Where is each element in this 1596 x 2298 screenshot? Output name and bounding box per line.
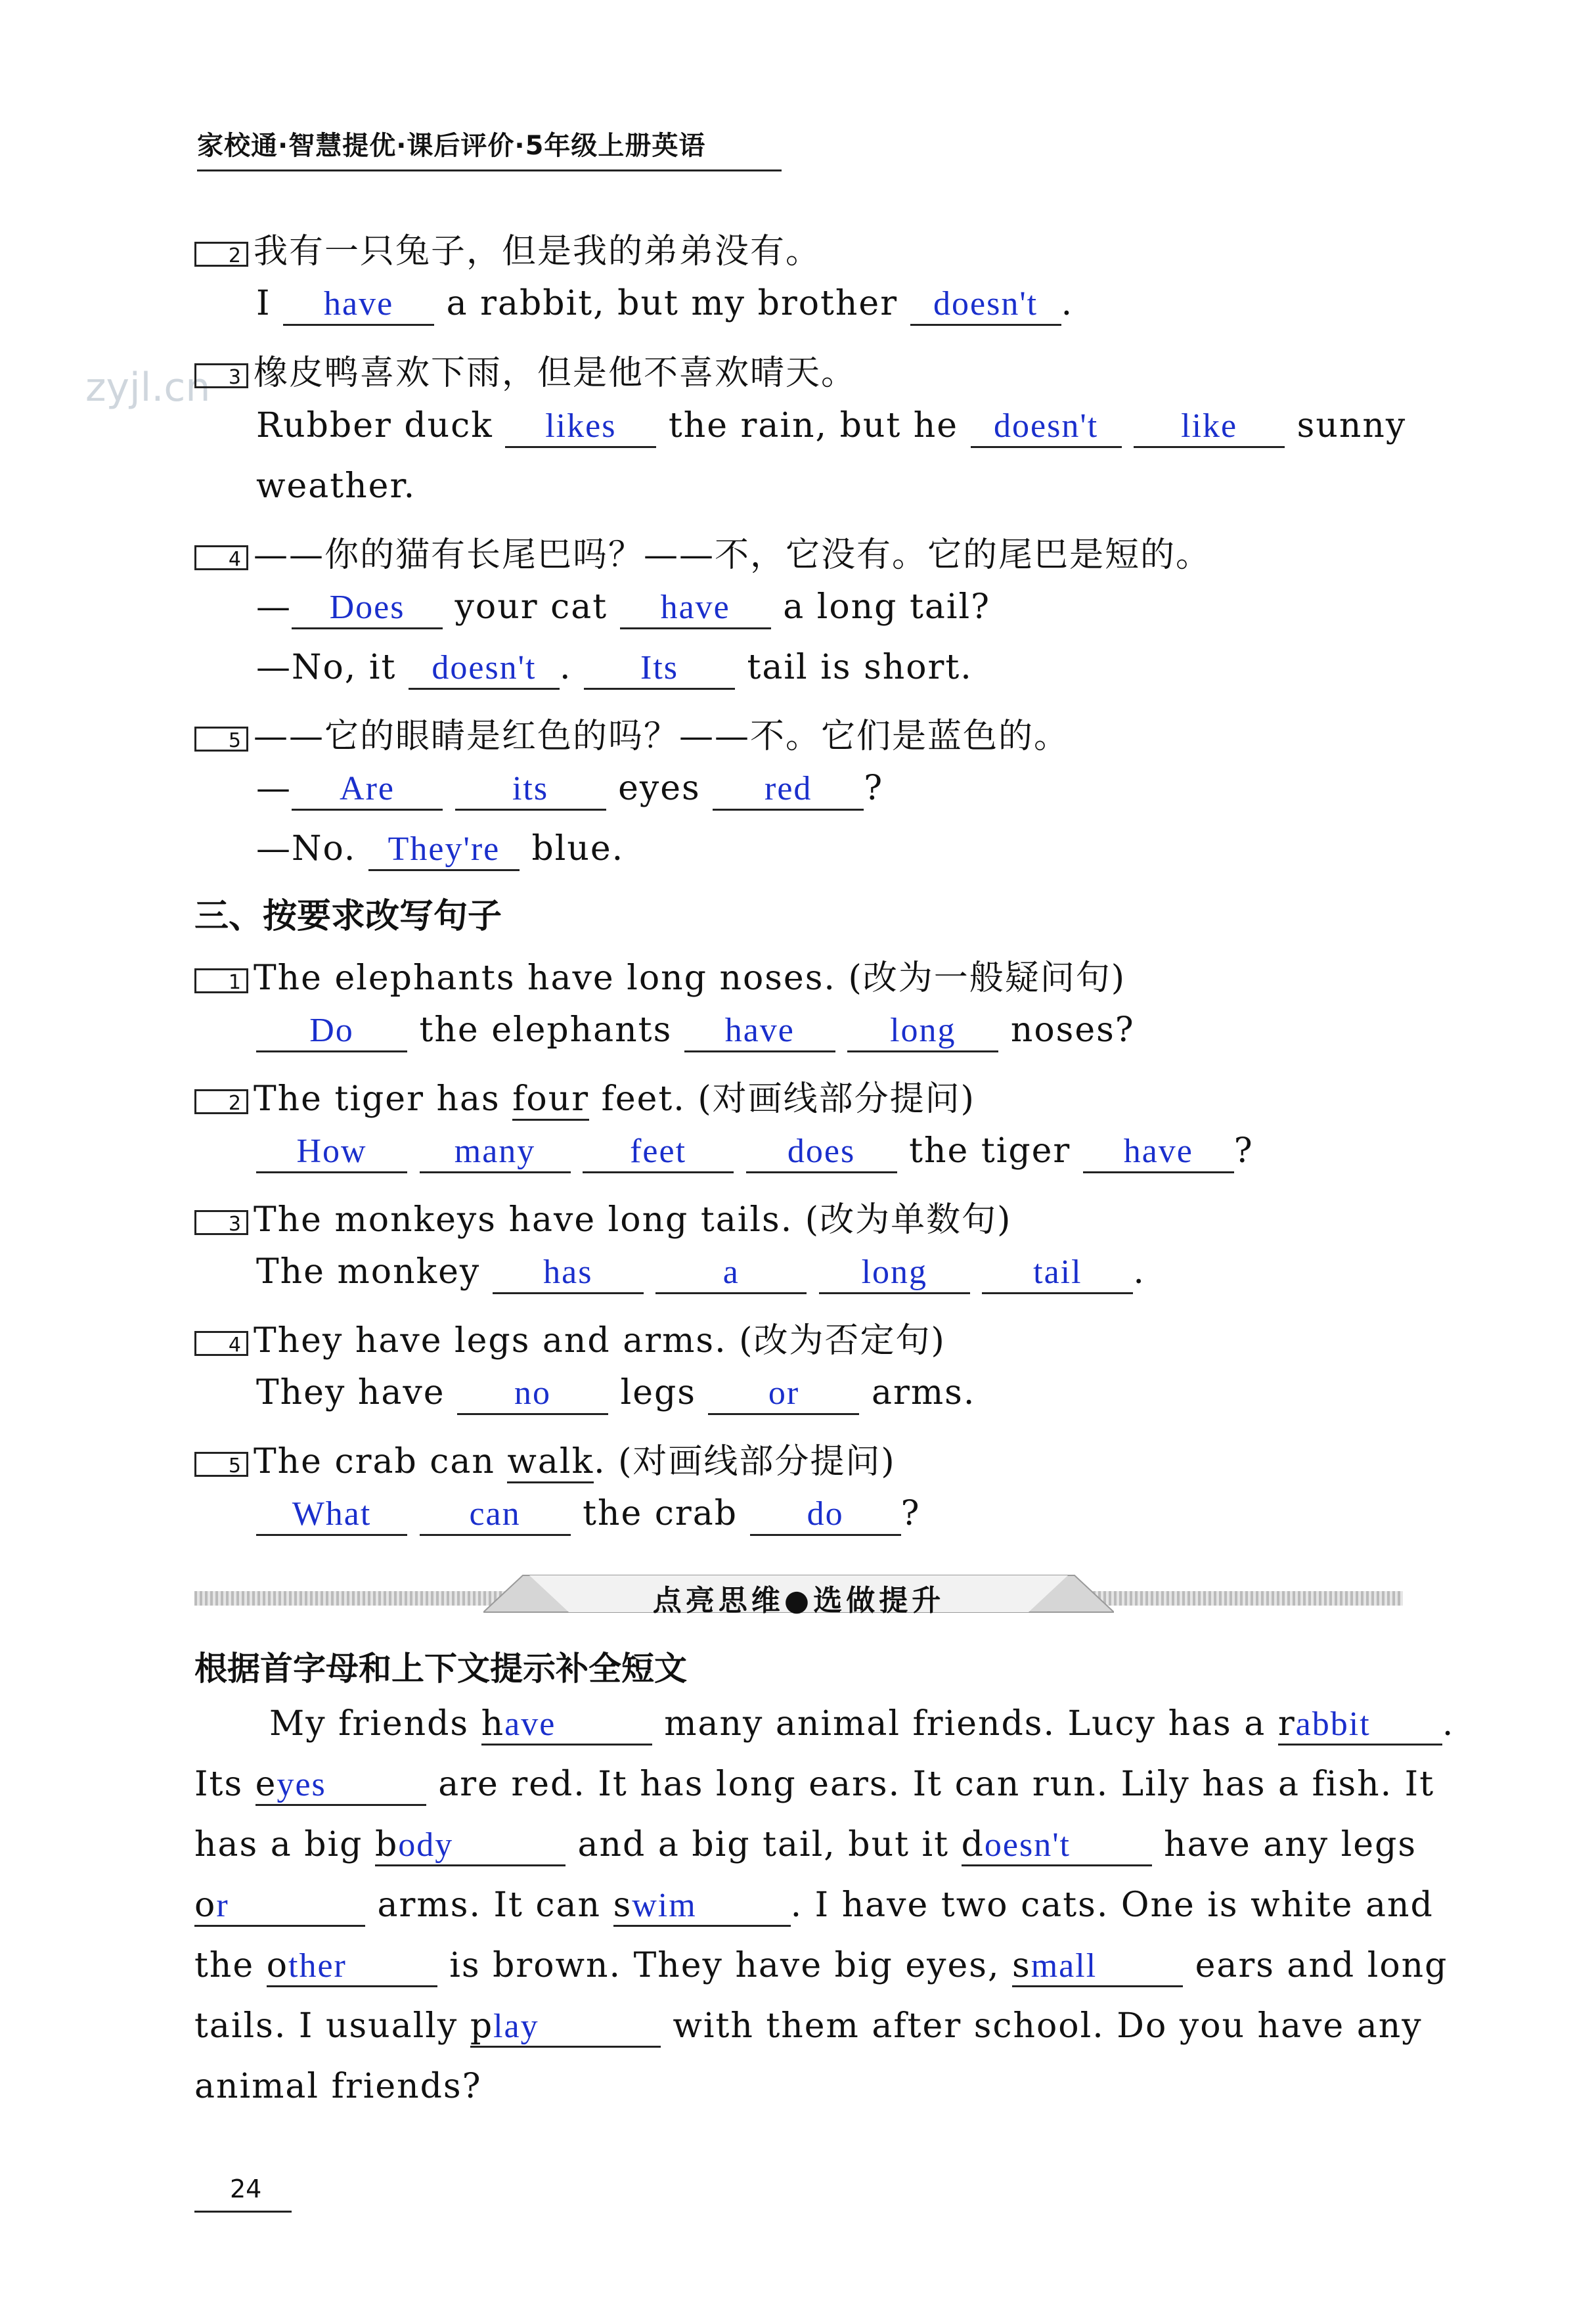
answer-blank[interactable]: likes <box>505 409 656 448</box>
letter-blank[interactable]: or <box>194 1885 365 1927</box>
s2-item-4-q: — Does your cat have a long tail? <box>256 587 990 629</box>
passage-title: 根据首字母和上下文提示补全短文 <box>194 1650 687 1688</box>
page-number-rule <box>194 2211 292 2213</box>
s2-item-4-cn: 4 ——你的猫有长尾巴吗？——不，它没有。它的尾巴是短的。 <box>194 527 1211 576</box>
underlined-word: four <box>512 1079 589 1121</box>
passage-line-1: My friends have many animal friends. Lucy has a rabbit . <box>269 1704 1454 1746</box>
answer-blank[interactable]: have <box>1083 1134 1234 1173</box>
letter-blank[interactable]: have <box>481 1704 652 1746</box>
s3-item-5-a: What can the crab do ? <box>256 1494 920 1536</box>
letter-blank[interactable]: other <box>267 1946 437 1987</box>
s2-item-3-cn: 3 橡皮鸭喜欢下雨，但是他不喜欢晴天。 <box>194 345 856 394</box>
answer-blank[interactable]: do <box>750 1497 901 1536</box>
s3-item-3-q: 3 The monkeys have long tails. (改为单数句) <box>194 1192 1011 1241</box>
letter-blank[interactable]: eyes <box>255 1765 426 1806</box>
answer-blank[interactable]: or <box>708 1376 859 1415</box>
answer-blank[interactable]: Its <box>584 650 735 690</box>
item-number-box: 2 <box>194 242 248 267</box>
answer-blank[interactable]: Are <box>292 771 443 811</box>
answer-blank[interactable]: have <box>684 1013 835 1052</box>
answer-blank[interactable]: What <box>256 1497 407 1536</box>
s2-item-2-en: I have a rabbit, but my brother doesn't . <box>256 284 1073 326</box>
section-banner <box>194 1571 1403 1617</box>
answer-blank[interactable]: its <box>455 771 606 811</box>
answer-blank[interactable]: doesn't <box>409 650 560 690</box>
answer-blank[interactable]: no <box>457 1376 608 1415</box>
s2-item-5-cn: 5 ——它的眼睛是红色的吗？——不。它们是蓝色的。 <box>194 708 1069 757</box>
answer-blank[interactable]: like <box>1134 409 1285 448</box>
answer-blank[interactable]: many <box>420 1134 571 1173</box>
answer-blank[interactable]: doesn't <box>971 409 1122 448</box>
item-number-box: 5 <box>194 1452 248 1477</box>
passage-line-3: has a big body and a big tail, but it doesn't have any legs <box>194 1825 1417 1866</box>
passage-line-5: the other is brown. They have big eyes, small ears and long <box>194 1946 1448 1987</box>
s2-item-3-en: Rubber duck likes the rain, but he doesn't like sunny <box>256 406 1399 448</box>
passage-line-4: or arms. It can swim . I have two cats. One is white and <box>194 1885 1434 1927</box>
s2-item-4-a: —No, it doesn't . Its tail is short. <box>256 648 973 690</box>
s3-item-1-q: 1 The elephants have long noses. (改为一般疑问句) <box>194 950 1126 999</box>
answer-blank[interactable]: long <box>847 1013 998 1052</box>
answer-blank[interactable]: a <box>655 1255 807 1294</box>
answer-blank[interactable]: red <box>713 771 864 811</box>
answer-blank[interactable]: They're <box>368 832 520 871</box>
item-number-box: 4 <box>194 1331 248 1356</box>
letter-blank[interactable]: small <box>1012 1946 1183 1987</box>
s2-item-5-a: —No. They're blue. <box>256 829 624 871</box>
item-number-box: 3 <box>194 1210 248 1235</box>
passage-line-7: animal friends? <box>194 2067 482 2106</box>
letter-blank[interactable]: swim <box>613 1885 791 1927</box>
answer-blank[interactable]: have <box>620 590 771 629</box>
item-number-box: 4 <box>194 545 248 570</box>
section-3-title: 三、按要求改写句子 <box>194 897 502 936</box>
item-number-box: 1 <box>194 968 248 993</box>
answer-blank[interactable]: Do <box>256 1013 407 1052</box>
answer-blank[interactable]: does <box>746 1134 897 1173</box>
page-header-title: 家校通·智慧提优·课后评价·5年级上册英语 <box>197 131 706 161</box>
answer-blank[interactable]: doesn't <box>910 286 1061 326</box>
item-number-box: 2 <box>194 1089 248 1114</box>
s3-item-5-q: 5 The crab can walk. (对画线部分提问) <box>194 1433 896 1483</box>
s3-item-3-a: The monkey has a long tail . <box>256 1252 1145 1294</box>
answer-blank[interactable]: feet <box>583 1134 734 1173</box>
item-number-box: 5 <box>194 727 248 752</box>
banner-label: 点亮思维●选做提升 <box>652 1584 945 1617</box>
letter-blank[interactable]: doesn't <box>962 1825 1152 1866</box>
letter-blank[interactable]: play <box>470 2006 661 2048</box>
s2-item-5-q: — Are its eyes red ? <box>256 769 883 811</box>
letter-blank[interactable]: rabbit <box>1278 1704 1442 1746</box>
answer-blank[interactable]: can <box>420 1497 571 1536</box>
s3-item-2-a: How many feet does the tiger have ? <box>256 1131 1254 1173</box>
answer-blank[interactable]: How <box>256 1134 407 1173</box>
answer-blank[interactable]: has <box>493 1255 644 1294</box>
answer-blank[interactable]: have <box>283 286 434 326</box>
header-rule <box>197 169 782 171</box>
watermark: zyjl.cn <box>85 365 211 411</box>
page-number: 24 <box>230 2174 262 2203</box>
s3-item-4-q: 4 They have legs and arms. (改为否定句) <box>194 1313 946 1362</box>
answer-blank[interactable]: tail <box>982 1255 1133 1294</box>
passage-line-2: Its eyes are red. It has long ears. It can run. Lily has a fish. It <box>194 1765 1434 1806</box>
item-number-box: 3 <box>194 363 248 388</box>
s3-item-1-a: Do the elephants have long noses? <box>256 1010 1135 1052</box>
underlined-word: walk <box>507 1442 594 1483</box>
s2-item-2-cn: 2 我有一只兔子，但是我的弟弟没有。 <box>194 223 821 273</box>
answer-blank[interactable]: Does <box>292 590 443 629</box>
answer-blank[interactable]: long <box>819 1255 970 1294</box>
letter-blank[interactable]: body <box>375 1825 565 1866</box>
s3-item-4-a: They have no legs or arms. <box>256 1373 975 1415</box>
passage-line-6: tails. I usually play with them after school. Do you have any <box>194 2006 1423 2048</box>
s2-item-3-en-cont: weather. <box>256 466 416 506</box>
s3-item-2-q: 2 The tiger has four feet. (对画线部分提问) <box>194 1071 975 1120</box>
